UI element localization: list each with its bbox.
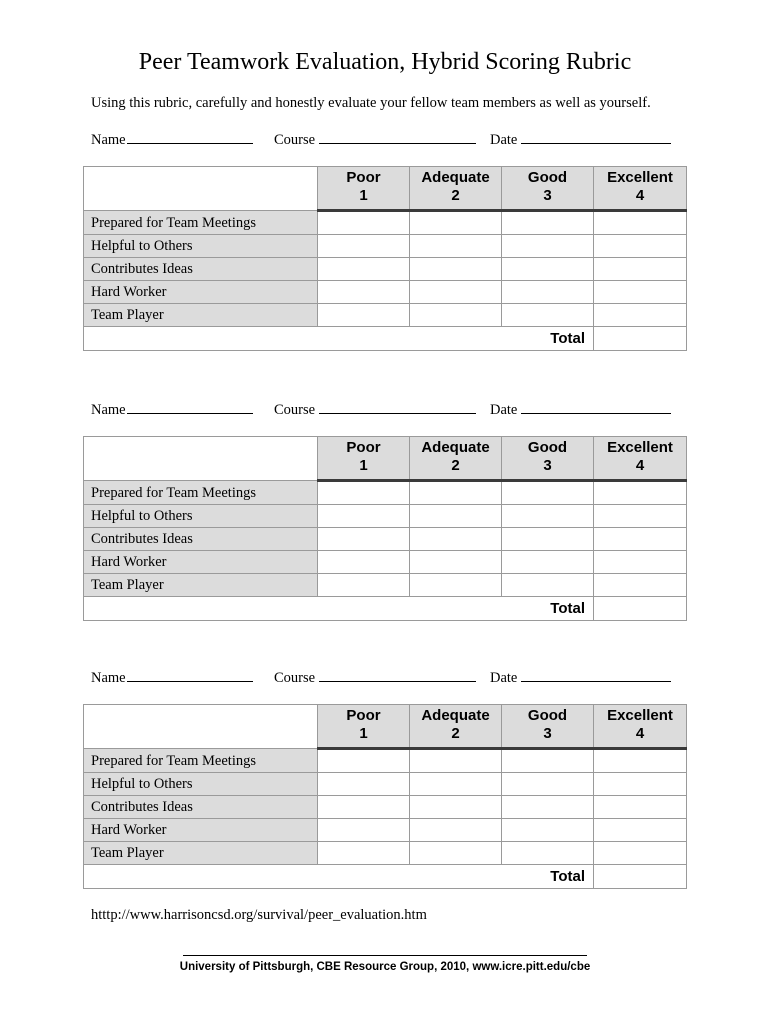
- score-cell-excellent[interactable]: [594, 505, 687, 528]
- criterion-label: Hard Worker: [84, 819, 318, 842]
- date-field[interactable]: [490, 130, 671, 149]
- score-cell-poor[interactable]: [318, 842, 410, 865]
- criterion-row: [84, 819, 687, 842]
- score-cell-poor[interactable]: [318, 796, 410, 819]
- score-cell-excellent[interactable]: [594, 235, 687, 258]
- score-cell-good[interactable]: [502, 258, 594, 281]
- name-field[interactable]: [91, 400, 253, 419]
- evaluation-3-rubric-table: [83, 704, 687, 889]
- criterion-row: [84, 574, 687, 597]
- rubric-header-row: [84, 705, 687, 749]
- criterion-row: [84, 842, 687, 865]
- date-label: Date: [490, 670, 518, 686]
- total-label: Total: [84, 865, 594, 889]
- evaluation-1-rubric-table: [83, 166, 687, 351]
- criterion-row: [84, 281, 687, 304]
- scale-header-poor: Poor 1: [318, 705, 410, 749]
- course-label: Course: [274, 402, 316, 418]
- score-cell-poor[interactable]: [318, 749, 410, 773]
- criterion-label: Helpful to Others: [84, 235, 318, 258]
- course-field[interactable]: [274, 668, 476, 687]
- score-cell-adequate[interactable]: [410, 304, 502, 327]
- name-label: Name: [91, 132, 126, 148]
- page-title: Peer Teamwork Evaluation, Hybrid Scoring Rubric: [138, 49, 632, 75]
- scale-header-poor: Poor 1: [318, 167, 410, 211]
- criterion-label: Prepared for Team Meetings: [84, 211, 318, 235]
- evaluation-2-rubric-table: [83, 436, 687, 621]
- evaluation-3-info-line: [91, 668, 691, 686]
- criterion-label: Hard Worker: [84, 551, 318, 574]
- date-label: Date: [490, 132, 518, 148]
- score-cell-good[interactable]: [502, 481, 594, 505]
- score-cell-good[interactable]: [502, 235, 594, 258]
- date-blank[interactable]: [521, 668, 671, 682]
- criterion-row: [84, 211, 687, 235]
- source-url: htttp://www.harrisoncsd.org/survival/peer_evaluation.htm: [91, 907, 427, 923]
- score-cell-adequate[interactable]: [410, 796, 502, 819]
- score-cell-adequate[interactable]: [410, 749, 502, 773]
- criterion-label: Team Player: [84, 842, 318, 865]
- footer-divider: [183, 955, 587, 956]
- criterion-label: Helpful to Others: [84, 505, 318, 528]
- criterion-label: Contributes Ideas: [84, 796, 318, 819]
- name-blank[interactable]: [127, 668, 253, 682]
- score-cell-poor[interactable]: [318, 819, 410, 842]
- scale-header-adequate: Adequate 2: [410, 167, 502, 211]
- criterion-row: [84, 749, 687, 773]
- score-cell-poor[interactable]: [318, 773, 410, 796]
- criterion-label: Team Player: [84, 574, 318, 597]
- date-blank[interactable]: [521, 130, 671, 144]
- criterion-label: Prepared for Team Meetings: [84, 481, 318, 505]
- score-cell-adequate[interactable]: [410, 211, 502, 235]
- course-blank[interactable]: [319, 130, 476, 144]
- criterion-label: Prepared for Team Meetings: [84, 749, 318, 773]
- score-cell-adequate[interactable]: [410, 528, 502, 551]
- name-blank[interactable]: [127, 130, 253, 144]
- score-cell-excellent[interactable]: [594, 211, 687, 235]
- score-cell-adequate[interactable]: [410, 819, 502, 842]
- score-cell-adequate[interactable]: [410, 574, 502, 597]
- score-cell-poor[interactable]: [318, 481, 410, 505]
- course-blank[interactable]: [319, 668, 476, 682]
- criterion-label: Helpful to Others: [84, 773, 318, 796]
- total-score-cell[interactable]: [594, 597, 687, 621]
- score-cell-adequate[interactable]: [410, 258, 502, 281]
- score-cell-poor[interactable]: [318, 235, 410, 258]
- scale-header-good: Good 3: [502, 705, 594, 749]
- score-cell-poor[interactable]: [318, 304, 410, 327]
- total-score-cell[interactable]: [594, 865, 687, 889]
- score-cell-excellent[interactable]: [594, 551, 687, 574]
- date-field[interactable]: [490, 668, 671, 687]
- score-cell-poor[interactable]: [318, 211, 410, 235]
- criterion-row: [84, 481, 687, 505]
- score-cell-excellent[interactable]: [594, 749, 687, 773]
- total-label: Total: [84, 597, 594, 621]
- name-label: Name: [91, 402, 126, 418]
- criterion-row: [84, 796, 687, 819]
- score-cell-poor[interactable]: [318, 505, 410, 528]
- score-cell-adequate[interactable]: [410, 481, 502, 505]
- score-cell-good[interactable]: [502, 773, 594, 796]
- score-cell-good[interactable]: [502, 842, 594, 865]
- scale-header-poor: Poor 1: [318, 437, 410, 481]
- score-cell-good[interactable]: [502, 304, 594, 327]
- score-cell-good[interactable]: [502, 796, 594, 819]
- criterion-row: [84, 258, 687, 281]
- score-cell-good[interactable]: [502, 281, 594, 304]
- score-cell-good[interactable]: [502, 551, 594, 574]
- score-cell-excellent[interactable]: [594, 796, 687, 819]
- score-cell-excellent[interactable]: [594, 528, 687, 551]
- score-cell-excellent[interactable]: [594, 574, 687, 597]
- scale-header-adequate: Adequate 2: [410, 705, 502, 749]
- name-field[interactable]: [91, 130, 253, 149]
- score-cell-adequate[interactable]: [410, 773, 502, 796]
- score-cell-excellent[interactable]: [594, 481, 687, 505]
- score-cell-poor[interactable]: [318, 528, 410, 551]
- scale-header-excellent: Excellent 4: [594, 437, 687, 481]
- date-field[interactable]: [490, 400, 671, 419]
- score-cell-adequate[interactable]: [410, 235, 502, 258]
- criterion-row: [84, 773, 687, 796]
- total-label: Total: [84, 327, 594, 351]
- course-blank[interactable]: [319, 400, 476, 414]
- score-cell-poor[interactable]: [318, 551, 410, 574]
- total-score-cell[interactable]: [594, 327, 687, 351]
- course-field[interactable]: [274, 400, 476, 419]
- rubric-header-row: [84, 167, 687, 211]
- criterion-row: [84, 551, 687, 574]
- scale-header-good: Good 3: [502, 437, 594, 481]
- instructions-text: Using this rubric, carefully and honestly evaluate your fellow team members as well as yourself.: [91, 95, 651, 111]
- name-label: Name: [91, 670, 126, 686]
- criterion-label: Hard Worker: [84, 281, 318, 304]
- score-cell-excellent[interactable]: [594, 842, 687, 865]
- criterion-label: Team Player: [84, 304, 318, 327]
- header-corner-cell: [84, 705, 318, 749]
- score-cell-excellent[interactable]: [594, 304, 687, 327]
- name-blank[interactable]: [127, 400, 253, 414]
- score-cell-adequate[interactable]: [410, 505, 502, 528]
- score-cell-adequate[interactable]: [410, 842, 502, 865]
- total-row: [84, 327, 687, 351]
- score-cell-poor[interactable]: [318, 281, 410, 304]
- score-cell-excellent[interactable]: [594, 819, 687, 842]
- header-corner-cell: [84, 437, 318, 481]
- date-label: Date: [490, 402, 518, 418]
- score-cell-good[interactable]: [502, 574, 594, 597]
- rubric-header-row: [84, 437, 687, 481]
- name-field[interactable]: [91, 668, 253, 687]
- scale-header-excellent: Excellent 4: [594, 167, 687, 211]
- score-cell-good[interactable]: [502, 749, 594, 773]
- criterion-row: [84, 528, 687, 551]
- score-cell-good[interactable]: [502, 211, 594, 235]
- score-cell-poor[interactable]: [318, 574, 410, 597]
- course-label: Course: [274, 670, 316, 686]
- footer-credit: University of Pittsburgh, CBE Resource Group, 2010, www.icre.pitt.edu/cbe: [179, 961, 591, 973]
- score-cell-adequate[interactable]: [410, 281, 502, 304]
- score-cell-excellent[interactable]: [594, 773, 687, 796]
- score-cell-excellent[interactable]: [594, 281, 687, 304]
- score-cell-excellent[interactable]: [594, 258, 687, 281]
- scale-header-excellent: Excellent 4: [594, 705, 687, 749]
- scale-header-good: Good 3: [502, 167, 594, 211]
- criterion-label: Contributes Ideas: [84, 258, 318, 281]
- course-label: Course: [274, 132, 316, 148]
- course-field[interactable]: [274, 130, 476, 149]
- criterion-row: [84, 304, 687, 327]
- total-row: [84, 597, 687, 621]
- criterion-label: Contributes Ideas: [84, 528, 318, 551]
- scale-header-adequate: Adequate 2: [410, 437, 502, 481]
- score-cell-good[interactable]: [502, 505, 594, 528]
- criterion-row: [84, 235, 687, 258]
- evaluation-2-info-line: [91, 400, 691, 418]
- criterion-row: [84, 505, 687, 528]
- evaluation-1-info-line: [91, 130, 691, 148]
- score-cell-good[interactable]: [502, 819, 594, 842]
- score-cell-good[interactable]: [502, 528, 594, 551]
- total-row: [84, 865, 687, 889]
- date-blank[interactable]: [521, 400, 671, 414]
- score-cell-poor[interactable]: [318, 258, 410, 281]
- score-cell-adequate[interactable]: [410, 551, 502, 574]
- header-corner-cell: [84, 167, 318, 211]
